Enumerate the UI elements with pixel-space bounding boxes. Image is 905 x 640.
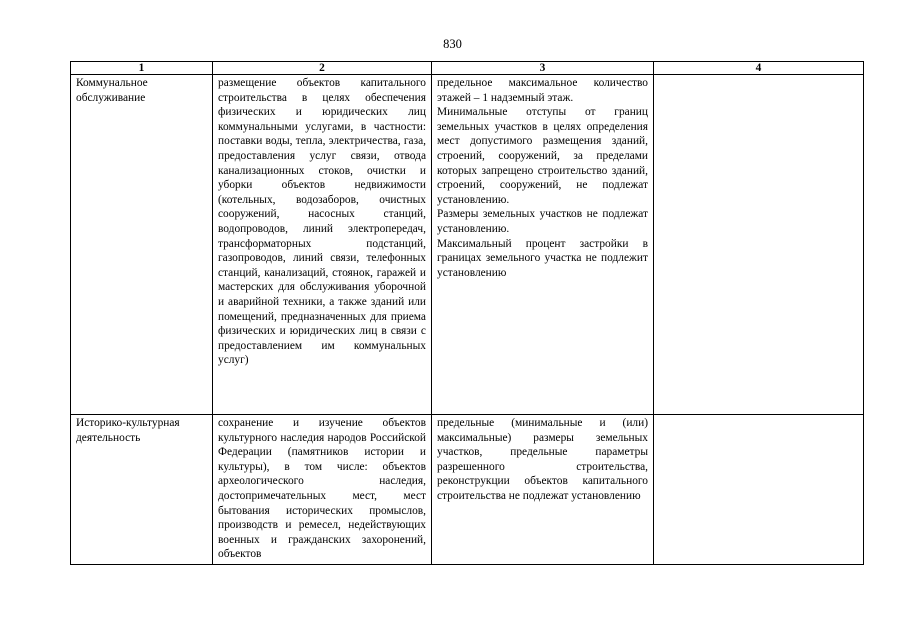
parameter-paragraph: предельные (минимальные и (или) максимальные) размеры земельных участков, предельные параметры разрешенного строительства, реконструкции объектов капитального строительства не подлежат установлению	[437, 417, 648, 502]
land-use-name: Историко-культурная деятельность	[71, 415, 213, 565]
land-use-name: Коммунальное обслуживание	[71, 75, 213, 415]
column-header-2: 2	[213, 62, 432, 75]
column-header-4: 4	[654, 62, 864, 75]
land-use-parameters	[432, 75, 654, 415]
parameter-paragraph: Размеры земельных участков не подлежат установлению.	[437, 208, 648, 235]
table-row	[71, 415, 864, 565]
parameter-paragraph: Минимальные отступы от границ земельных участков в целях определения мест допустимого размещения зданий, строений, сооружений, за пределами которых запрещено строительство зданий, строений, сооружений, не подлежат установлению.	[437, 106, 648, 206]
column-header-1: 1	[71, 62, 213, 75]
table-row	[71, 75, 864, 415]
column-4-cell	[654, 75, 864, 415]
land-use-description: сохранение и изучение объектов культурного наследия народов Российской Федерации (памятников истории и культуры), в том числе: объектов археологического наследия, достопримечательных мест, мест бытования исторических промыслов, производств и ремесел, недействующих военных и гражданских захоронений, объектов	[213, 415, 432, 565]
page-number: 830	[443, 37, 462, 51]
table-header-row	[71, 62, 864, 75]
land-use-parameters	[432, 415, 654, 565]
parameter-paragraph: предельное максимальное количество этажей – 1 надземный этаж.	[437, 77, 648, 104]
column-header-3: 3	[432, 62, 654, 75]
land-use-description: размещение объектов капитального строительства в целях обеспечения физических и юридических лиц коммунальными услугами, в частности: поставки воды, тепла, электричества, газа, предоставления услуг связи, отвода канализационных стоков, очистки и уборки объектов недвижимости (котельных, водозаборов, очистных сооружений, насосных станций, водопроводов, линий электропередач, трансформаторных подстанций, газопроводов, линий связи, телефонных станций, канализаций, стоянок, гаражей и мастерских для обслуживания уборочной и аварийной техники, а также зданий или помещений, предназначенных для приема физических и юридических лиц в связи с предоставлением им коммунальных услуг)	[213, 75, 432, 415]
column-4-cell	[654, 415, 864, 565]
zoning-table	[70, 61, 864, 565]
parameter-paragraph: Максимальный процент застройки в границах земельного участка не подлежит установлению	[437, 237, 648, 279]
